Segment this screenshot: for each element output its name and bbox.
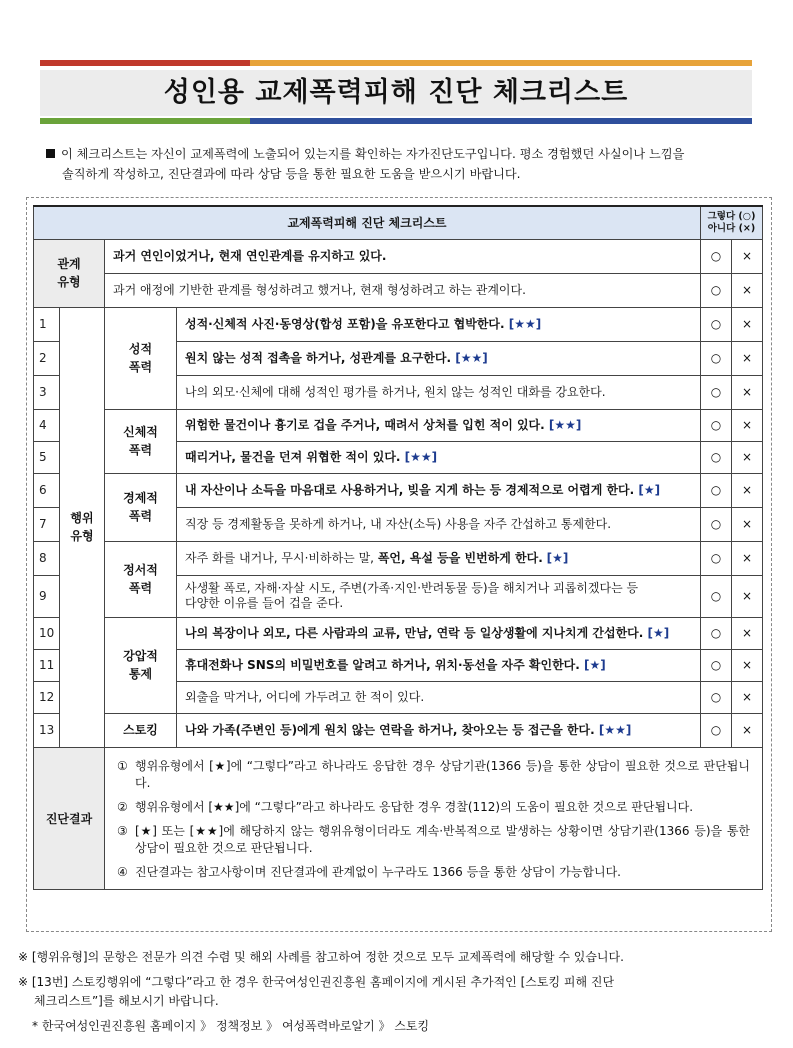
title-banner [40, 60, 752, 126]
no-option[interactable]: × [732, 341, 763, 375]
intro-text [46, 144, 776, 184]
table-row [34, 409, 763, 441]
yes-legend: 그렇다 (○) [707, 210, 756, 222]
table-row [34, 307, 763, 341]
yes-option[interactable]: ○ [701, 409, 732, 441]
no-option[interactable]: × [732, 541, 763, 575]
yes-no-header [701, 206, 763, 239]
item-number: 2 [34, 341, 60, 375]
result-list [105, 747, 763, 889]
yes-option[interactable]: ○ [701, 649, 732, 681]
question-5: 때리거나, 물건을 던져 위협한 적이 있다. [★★] [177, 441, 701, 473]
footnotes [18, 948, 778, 1036]
question-12: 외출을 막거나, 어디에 가두려고 한 적이 있다. [177, 681, 701, 713]
no-option[interactable]: × [732, 375, 763, 409]
item-number: 8 [34, 541, 60, 575]
yes-option[interactable]: ○ [701, 273, 732, 307]
emotional-violence-label: 정서적 폭력 [105, 541, 177, 617]
item-number: 4 [34, 409, 60, 441]
no-option[interactable]: × [732, 307, 763, 341]
title-bottom-bar [40, 118, 752, 124]
page-title: 성인용 교제폭력피해 진단 체크리스트 [163, 77, 629, 108]
item-number: 1 [34, 307, 60, 341]
yes-option[interactable]: ○ [701, 617, 732, 649]
yes-option[interactable]: ○ [701, 473, 732, 507]
question-1: 성적·신체적 사진·동영상(합성 포함)을 유포한다고 협박한다. [★★] [177, 307, 701, 341]
yes-option[interactable]: ○ [701, 713, 732, 747]
coercive-control-label: 강압적 통제 [105, 617, 177, 713]
question-3: 나의 외모·신체에 대해 성적인 평가를 하거나, 원치 않는 성적인 대화를 강요한다. [177, 375, 701, 409]
note-1: ※ [행위유형]의 문항은 전문가 의견 수렴 및 해외 사례를 참고하여 정한 것으로 모두 교제폭력에 해당할 수 있습니다. [18, 950, 624, 964]
note-2-line-2: 체크리스트”]를 해보시기 바랍니다. [34, 994, 219, 1008]
title-top-bar [40, 60, 752, 66]
item-number: 3 [34, 375, 60, 409]
intro-line-2: 솔직하게 작성하고, 진단결과에 따라 상담 등을 통한 필요한 도움을 받으시기 바랍니다. [62, 167, 521, 181]
question-7: 직장 등 경제활동을 못하게 하거나, 내 자산(소득) 사용을 자주 간섭하고 통제한다. [177, 507, 701, 541]
intro-line-1: 이 체크리스트는 자신이 교제폭력에 노출되어 있는지를 확인하는 자가진단도구입니다. 평소 경험했던 사실이나 느낌을 [61, 147, 685, 161]
relation-question-1: 과거 연인이었거나, 현재 연인관계를 유지하고 있다. [105, 239, 701, 273]
no-option[interactable]: × [732, 681, 763, 713]
table-row [34, 273, 763, 307]
table-row [34, 541, 763, 575]
yes-option[interactable]: ○ [701, 341, 732, 375]
yes-option[interactable]: ○ [701, 441, 732, 473]
item-number: 10 [34, 617, 60, 649]
checklist-table [33, 205, 763, 890]
table-header-row [34, 206, 763, 239]
item-number: 7 [34, 507, 60, 541]
relation-type-label: 관계 유형 [34, 239, 105, 307]
yes-option[interactable]: ○ [701, 541, 732, 575]
no-legend: 아니다 (×) [707, 222, 756, 234]
question-10: 나의 복장이나 외모, 다른 사람과의 교류, 만남, 연락 등 일상생활에 지나치게 간섭한다. [★] [177, 617, 701, 649]
stalking-label: 스토킹 [105, 713, 177, 747]
no-option[interactable]: × [732, 409, 763, 441]
result-item: ② 행위유형에서 [★★]에 “그렇다”라고 하나라도 응답한 경우 경찰(112)의 도움이 필요한 것으로 판단됩니다. [117, 799, 694, 814]
question-13: 나와 가족(주변인 등)에게 원치 않는 연락을 하거나, 찾아오는 등 접근을 한다. [★★] [177, 713, 701, 747]
table-header: 교제폭력피해 진단 체크리스트 [34, 206, 701, 239]
question-4: 위험한 물건이나 흉기로 겁을 주거나, 때려서 상처를 입힌 적이 있다. [★★] [177, 409, 701, 441]
table-row [34, 617, 763, 649]
no-option[interactable]: × [732, 273, 763, 307]
sexual-violence-label: 성적 폭력 [105, 307, 177, 409]
note-2-line-1: ※ [13번] 스토킹행위에 “그렇다”라고 한 경우 한국여성인권진흥원 홈페이지에 게시된 추가적인 [스토킹 피해 진단 [18, 975, 615, 989]
yes-option[interactable]: ○ [701, 681, 732, 713]
no-option[interactable]: × [732, 473, 763, 507]
table-row [34, 713, 763, 747]
economic-violence-label: 경제적 폭력 [105, 473, 177, 541]
question-9: 사생활 폭로, 자해·자살 시도, 주변(가족·지인·반려동물 등)을 해치거나 괴롭히겠다는 등 다양한 이유를 들어 겁을 준다. [177, 575, 701, 617]
item-number: 6 [34, 473, 60, 507]
question-6: 내 자산이나 소득을 마음대로 사용하거나, 빚을 지게 하는 등 경제적으로 어렵게 한다. [★] [177, 473, 701, 507]
result-item: ① 행위유형에서 [★]에 “그렇다”라고 하나라도 응답한 경우 상담기관(1366 등)을 통한 상담이 필요한 것으로 판단됩니다. [117, 758, 750, 790]
item-number: 11 [34, 649, 60, 681]
question-11: 휴대전화나 SNS의 비밀번호를 알려고 하거나, 위치·동선을 자주 확인한다. [★] [177, 649, 701, 681]
relation-question-2: 과거 애정에 기반한 관계를 형성하려고 했거나, 현재 형성하려고 하는 관계이다. [105, 273, 701, 307]
no-option[interactable]: × [732, 575, 763, 617]
no-option[interactable]: × [732, 239, 763, 273]
no-option[interactable]: × [732, 713, 763, 747]
behavior-type-label: 행위 유형 [60, 307, 105, 747]
result-row [34, 747, 763, 889]
bullet-square-icon [46, 149, 55, 158]
result-label: 진단결과 [34, 747, 105, 889]
table-row [34, 473, 763, 507]
result-item: ④ 진단결과는 참고사항이며 진단결과에 관계없이 누구라도 1366 등을 통한 상담이 가능합니다. [117, 864, 621, 879]
result-item: ③ [★] 또는 [★★]에 해당하지 않는 행위유형이더라도 계속·반복적으로 발생하는 상황이면 상담기관(1366 등)을 통한 상담이 필요한 것으로 판단됩니다. [117, 823, 750, 855]
no-option[interactable]: × [732, 441, 763, 473]
table-row [34, 239, 763, 273]
physical-violence-label: 신체적 폭력 [105, 409, 177, 473]
question-8: 자주 화를 내거나, 무시·비하하는 말, 폭언, 욕설 등을 빈번하게 한다. [★] [177, 541, 701, 575]
yes-option[interactable]: ○ [701, 375, 732, 409]
no-option[interactable]: × [732, 617, 763, 649]
yes-option[interactable]: ○ [701, 507, 732, 541]
item-number: 13 [34, 713, 60, 747]
item-number: 9 [34, 575, 60, 617]
item-number: 5 [34, 441, 60, 473]
yes-option[interactable]: ○ [701, 307, 732, 341]
yes-option[interactable]: ○ [701, 239, 732, 273]
no-option[interactable]: × [732, 649, 763, 681]
no-option[interactable]: × [732, 507, 763, 541]
homepage-path: * 한국여성인권진흥원 홈페이지 》 정책정보 》 여성폭력바로알기 》 스토킹 [32, 1019, 430, 1033]
yes-option[interactable]: ○ [701, 575, 732, 617]
question-2: 원치 않는 성적 접촉을 하거나, 성관계를 요구한다. [★★] [177, 341, 701, 375]
item-number: 12 [34, 681, 60, 713]
